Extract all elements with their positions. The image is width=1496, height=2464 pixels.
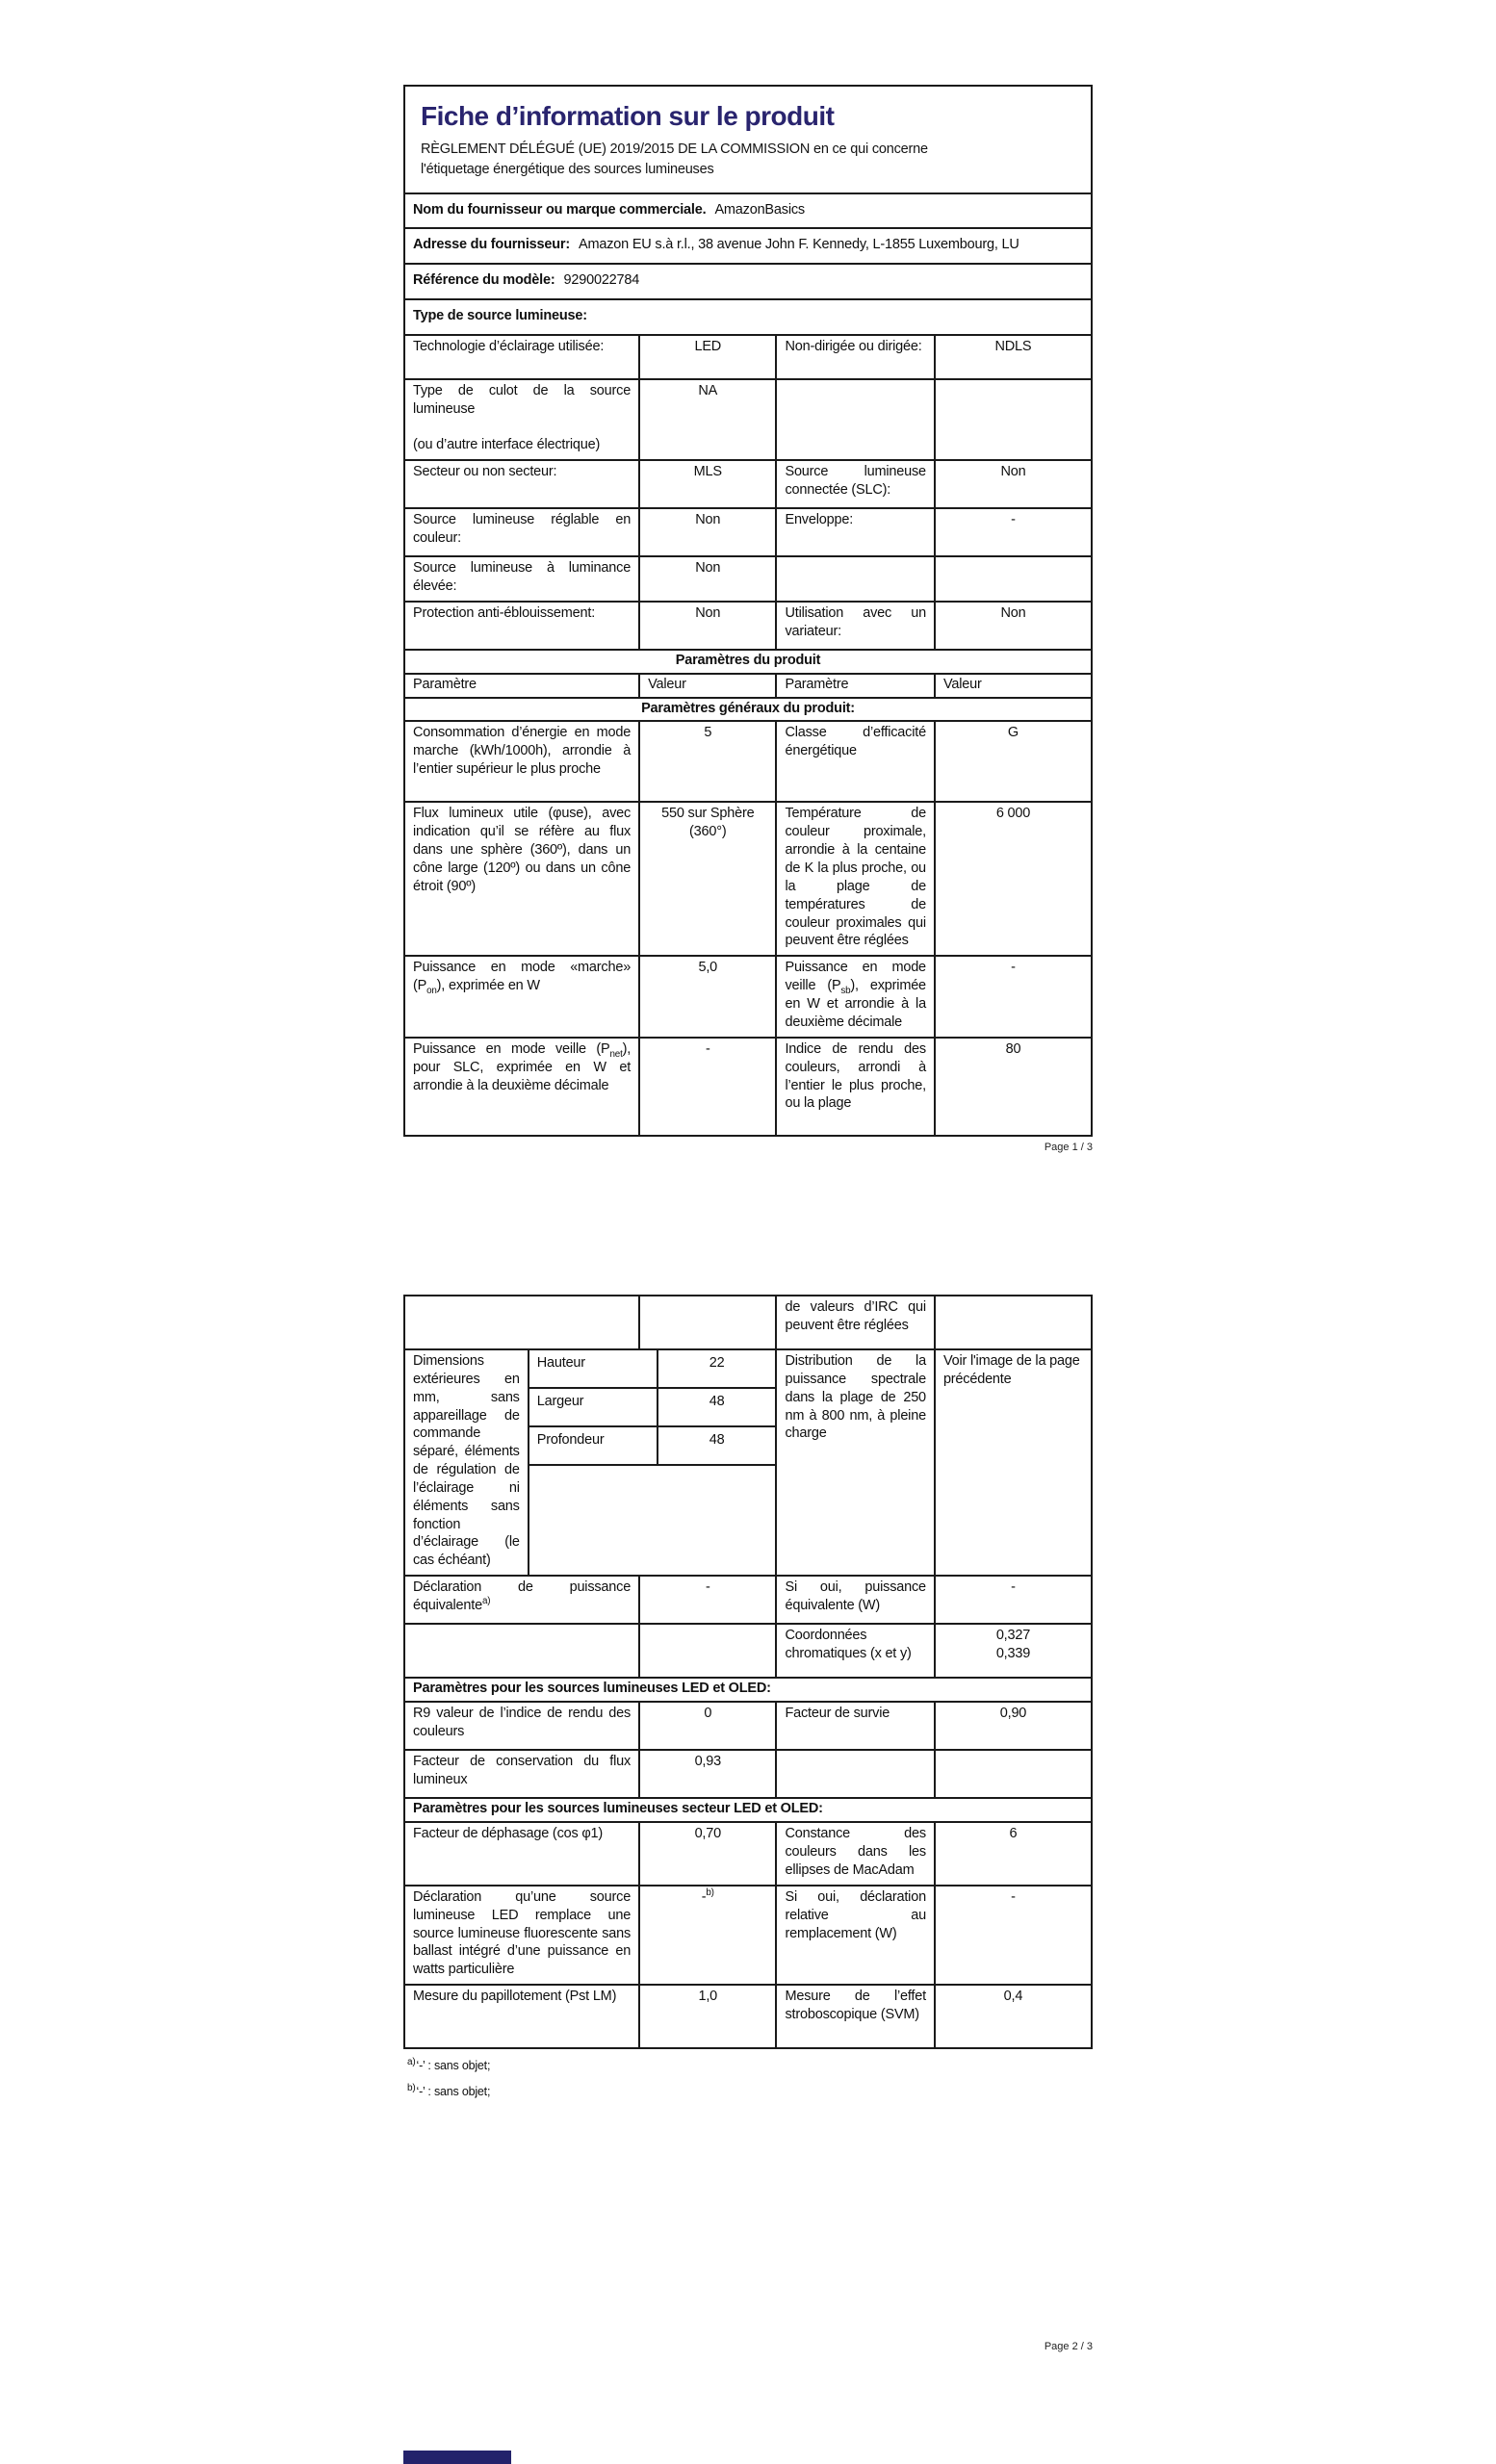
param-value-cell: Non (934, 461, 1091, 507)
dimension-row-height (529, 1350, 776, 1389)
param-value-cell: G (934, 722, 1091, 801)
param-label-cell: Flux lumineux utile (φuse), avec indication qu’il se réfère au flux dans une sphère (360º), dans un cône large (120º) ou dans un cône étroit (90º) (413, 806, 632, 894)
param-label-cell: Mesure de l’effet stroboscopique (SVM) (775, 1986, 933, 2047)
param-row-lumen-maintenance (405, 1749, 1091, 1797)
dimension-key-cell: Hauteur (536, 1355, 585, 1371)
param-label-cell (775, 1751, 933, 1797)
param-value-cell: Non (638, 557, 775, 601)
param-row-cri-continuation (405, 1296, 1091, 1348)
param-label-cell: Source lumineuse à luminance élevée: (413, 560, 632, 595)
supplier-address-row (405, 227, 1091, 263)
page-2-footer: Page 2 / 3 (1044, 2341, 1093, 2352)
param-value-cell: 5 (638, 722, 775, 801)
footnote-b-text: ‘-’ : sans objet; (416, 2085, 491, 2099)
param-label-cell (405, 1296, 638, 1348)
regulation-subtitle: RÈGLEMENT DÉLÉGUÉ (UE) 2019/2015 DE LA COMMISSION en ce qui concerne l'étiquetage énergétique des sources lumineuses (421, 141, 928, 177)
section-band-mains-led-oled-parameters: Paramètres pour les sources lumineuses secteur LED et OLED: (405, 1797, 1091, 1821)
param-value-cell: Voir l'image de la page précédente (934, 1350, 1091, 1575)
page-1-footer: Page 1 / 3 (1044, 1142, 1093, 1153)
param-row-technology (405, 334, 1091, 378)
param-value-cell: - (934, 1886, 1091, 1984)
param-row-chromaticity (405, 1623, 1091, 1677)
param-value-cell: NA (638, 380, 775, 459)
param-label-cell: Distribution de la puissance spectrale dans la plage de 250 nm à 800 nm, à pleine charge (775, 1350, 933, 1575)
dimension-value-cell: 22 (657, 1350, 776, 1387)
param-value-cell: NDLS (934, 336, 1091, 378)
param-value-cell: 0,327 0,339 (934, 1625, 1091, 1677)
param-label-cell: Puissance en mode veille $(P_{sb})$, exprimée en W et arrondie à la deuxième décimale (775, 957, 933, 1036)
param-row-equivalent-power (405, 1575, 1091, 1623)
param-value-cell: - (934, 1577, 1091, 1623)
param-row-energy-consumption (405, 720, 1091, 801)
param-value-cell: Non (934, 603, 1091, 649)
param-value-cell: 0,93 (638, 1751, 775, 1797)
title-block (405, 87, 1091, 192)
param-label-cell: Constance des couleurs dans les ellipses de MacAdam (775, 1823, 933, 1885)
param-row-led-replacement-claim (405, 1885, 1091, 1984)
param-label-cell: de valeurs d’IRC qui peuvent être réglées (775, 1296, 933, 1348)
model-reference-label: Référence du modèle: (413, 272, 555, 289)
model-reference-row (405, 263, 1091, 298)
param-label-cell: Utilisation avec un variateur: (775, 603, 933, 649)
param-label-cell: Secteur ou non secteur: (413, 464, 557, 480)
dimension-key-cell: Profondeur (536, 1432, 605, 1448)
document-page-1 (403, 85, 1093, 1137)
param-label-cell: Non-dirigée ou dirigée: (775, 336, 933, 378)
param-value-cell: MLS (638, 461, 775, 507)
param-value-cell (934, 380, 1091, 459)
param-row-anti-glare (405, 601, 1091, 649)
dimensions-label-cell: Dimensions extérieures en mm, sans appareillage de commande séparé, éléments de régulation de l’éclairage ni éléments sans fonction d’éclairage (le cas échéant) (413, 1353, 520, 1569)
param-label-cell: Technologie d’éclairage utilisée: (413, 338, 605, 354)
footnote-a (407, 2056, 1093, 2073)
footnote-b (407, 2082, 1093, 2099)
param-label-cell: Déclaration de puissance équivalente$^{a)}$ (413, 1579, 632, 1613)
param-row-mains (405, 459, 1091, 507)
dimension-value-cell: 48 (657, 1389, 776, 1425)
param-label-cell: Puissance en mode veille $(P_{net})$, pour SLC, exprimée en W et arrondie à la deuxième décimale (413, 1040, 632, 1093)
page3-top-peek (403, 2451, 511, 2464)
param-row-r9 (405, 1701, 1091, 1749)
param-label-cell: Source lumineuse connectée (SLC): (775, 461, 933, 507)
column-header: Paramètre (775, 675, 933, 697)
footnote-a-text: ‘-’ : sans objet; (416, 2059, 491, 2073)
dimensions-subtable (528, 1350, 776, 1575)
param-row-displacement-factor (405, 1821, 1091, 1885)
param-label-cell: Puissance en mode «marche» $(P_{on})$, exprimée en W (413, 960, 632, 997)
param-row-colour-tunable (405, 507, 1091, 555)
param-label-cell (775, 557, 933, 601)
section-band-general-parameters: Paramètres généraux du produit: (405, 697, 1091, 721)
section-band-product-parameters: Paramètres du produit (405, 649, 1091, 673)
param-value-cell: - (934, 509, 1091, 555)
param-label-cell: Type de culot de la source lumineuse (ou d’autre interface électrique) (413, 382, 632, 453)
param-label-cell: Protection anti-éblouissement: (413, 604, 596, 621)
param-value-cell (638, 1296, 775, 1348)
param-value-cell: 1,0 (638, 1986, 775, 2047)
param-value-cell: Non (638, 603, 775, 649)
column-header-row (405, 673, 1091, 697)
param-row-standby-power (405, 1037, 1091, 1135)
supplier-name-value: AmazonBasics (714, 201, 805, 218)
param-value-cell: 6 (934, 1823, 1091, 1885)
param-value-cell (638, 1625, 775, 1677)
param-value-cell: 0 (638, 1703, 775, 1749)
param-value-cell: - (638, 1577, 775, 1623)
param-value-cell: -$^{b)}$ (638, 1886, 775, 1984)
param-row-outer-dimensions (405, 1348, 1091, 1575)
param-value-cell: 6 000 (934, 803, 1091, 955)
supplier-address-value: Amazon EU s.à r.l., 38 avenue John F. Kennedy, L-1855 Luxembourg, LU (579, 237, 1019, 253)
param-label-cell: Classe d’efficacité énergétique (775, 722, 933, 801)
param-value-cell: 0,4 (934, 1986, 1091, 2047)
param-label-cell: Déclaration qu’une source lumineuse LED remplace une source lumineuse fluorescente sans ballast intégré d’une puissance en watts particulière (413, 1888, 632, 1978)
page-title: Fiche d’information sur le produit (421, 101, 835, 131)
param-label-cell: Consommation d’énergie en mode marche (kWh/1000h), arrondie à l’entier supérieur le plus proche (413, 725, 632, 778)
param-row-useful-luminous-flux (405, 801, 1091, 955)
light-source-type-row (405, 298, 1091, 334)
param-row-cap-type (405, 378, 1091, 459)
param-label-cell: Enveloppe: (775, 509, 933, 555)
model-reference-value: 9290022784 (563, 272, 640, 289)
param-value-cell: Non (638, 509, 775, 555)
supplier-name-row (405, 192, 1091, 228)
param-value-cell (934, 557, 1091, 601)
column-header: Valeur (638, 675, 775, 697)
supplier-address-label: Adresse du fournisseur: (413, 237, 570, 253)
param-row-flicker (405, 1984, 1091, 2047)
param-label-cell (405, 1625, 638, 1677)
param-row-high-luminance (405, 555, 1091, 601)
footnote-a-marker: a) (407, 2056, 416, 2067)
param-label-cell: Si oui, déclaration relative au remplacement (W) (775, 1886, 933, 1984)
param-value-cell: 550 sur Sphère (360°) (638, 803, 775, 955)
footnotes (403, 2056, 1093, 2099)
param-label-cell: Si oui, puissance équivalente (W) (775, 1577, 933, 1623)
supplier-name-label: Nom du fournisseur ou marque commerciale. (413, 201, 707, 218)
param-value-cell: - (934, 957, 1091, 1036)
param-label-cell (775, 380, 933, 459)
param-label-cell: R9 valeur de l’indice de rendu des couleurs (413, 1705, 632, 1739)
param-value-cell: 5,0 (638, 957, 775, 1036)
document-page-2 (403, 1295, 1093, 2111)
light-source-type-label: Type de source lumineuse: (413, 308, 587, 324)
dimension-key-cell: Largeur (536, 1394, 584, 1409)
param-label-cell: Mesure du papillotement (Pst LM) (413, 1989, 617, 2005)
footnote-b-marker: b) (407, 2082, 416, 2093)
param-value-cell: 80 (934, 1039, 1091, 1135)
param-label-cell: Facteur de déphasage (cos φ1) (413, 1825, 604, 1841)
section-band-led-oled-parameters: Paramètres pour les sources lumineuses LED et OLED: (405, 1677, 1091, 1701)
param-value-cell: LED (638, 336, 775, 378)
param-label-cell: Facteur de survie (775, 1703, 933, 1749)
param-label-cell: Température de couleur proximale, arrondie à la centaine de K la plus proche, ou la plage de températures de couleur proximales qui peuvent être réglées (775, 803, 933, 955)
dimension-row-width (529, 1389, 776, 1427)
column-header: Valeur (934, 675, 1091, 697)
param-value-cell: - (638, 1039, 775, 1135)
dimension-value-cell: 48 (657, 1427, 776, 1464)
param-label-cell: Coordonnées chromatiques (x et y) (775, 1625, 933, 1677)
param-value-cell (934, 1296, 1091, 1348)
param-value-cell: 0,90 (934, 1703, 1091, 1749)
param-row-on-mode-power (405, 955, 1091, 1036)
column-header: Paramètre (413, 676, 477, 692)
param-label-cell: Facteur de conservation du flux lumineux (413, 1753, 632, 1787)
param-value-cell (934, 1751, 1091, 1797)
param-label-cell: Source lumineuse réglable en couleur: (413, 512, 632, 547)
param-label-cell: Indice de rendu des couleurs, arrondi à l’entier le plus proche, ou la plage (775, 1039, 933, 1135)
page-2-table (403, 1295, 1093, 2049)
param-value-cell: 0,70 (638, 1823, 775, 1885)
dimension-row-depth (529, 1427, 776, 1466)
